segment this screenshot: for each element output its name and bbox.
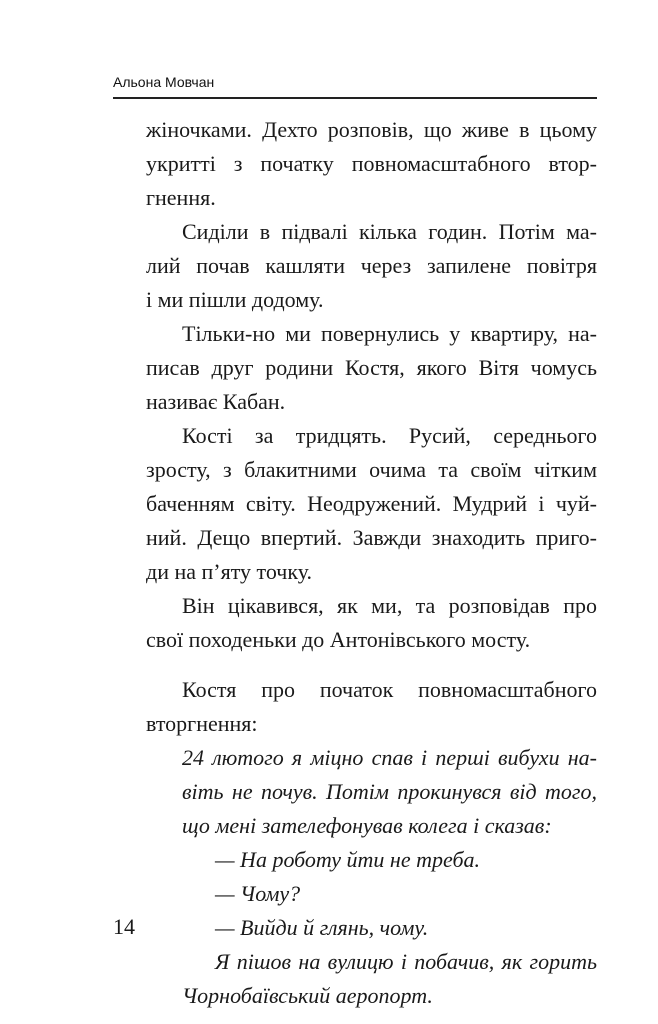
section-intro — [146, 673, 597, 741]
section-gap — [146, 657, 597, 673]
text-line: Тільки-но ми повернулись у квартиру, на- — [182, 321, 597, 346]
paragraph — [146, 419, 597, 589]
paragraph — [146, 215, 597, 317]
text-line: — Вийди й глянь, чому. — [215, 915, 429, 940]
header-rule — [113, 97, 597, 99]
text-line: що мені зателефонував колега і сказав: — [182, 813, 552, 838]
page-body — [146, 113, 597, 1013]
paragraph — [146, 589, 597, 657]
paragraph — [182, 843, 597, 877]
text-line: Чорнобаївський аеропорт. — [182, 983, 433, 1008]
paragraph — [182, 877, 597, 911]
text-line: Кості за тридцять. Русий, середнього — [182, 423, 597, 448]
text-line: і ми пішли додому. — [146, 287, 324, 312]
quote-block — [146, 741, 597, 1013]
text-line: писав друг родини Костя, якого Вітя чомусь — [146, 355, 597, 380]
paragraph — [146, 113, 597, 215]
text-line: Костя про початок повномасштабного — [182, 677, 597, 702]
text-line: називає Кабан. — [146, 389, 286, 414]
paragraph — [182, 741, 597, 843]
text-line: Сиділи в підвалі кілька годин. Потім ма- — [182, 219, 597, 244]
text-line: вторгнення: — [146, 711, 258, 736]
text-line: віть не почув. Потім прокинувся від того, — [182, 779, 597, 804]
paragraph — [182, 911, 597, 945]
text-line: — Чому? — [215, 881, 301, 906]
paragraph — [146, 673, 597, 741]
text-line: ний. Дещо впертий. Завжди знаходить приго- — [146, 525, 597, 550]
main-text — [146, 113, 597, 657]
running-header-author: Альона Мовчан — [113, 74, 215, 90]
paragraph — [146, 317, 597, 419]
text-line: — На роботу йти не треба. — [215, 847, 481, 872]
text-line: 24 лютого я міцно спав і перші вибухи на- — [182, 745, 597, 770]
text-line: гнення. — [146, 185, 216, 210]
text-line: свої походеньки до Антонівського мосту. — [146, 627, 531, 652]
paragraph — [182, 945, 597, 1013]
text-line: Я пішов на вулицю і побачив, як горить — [215, 949, 597, 974]
text-line: укритті з початку повномасштабного втор- — [146, 151, 597, 176]
text-line: баченням світу. Неодружений. Мудрий і чуй- — [146, 491, 597, 516]
text-line: зросту, з блакитними очима та своїм чітким — [146, 457, 597, 482]
text-line: жіночками. Дехто розповів, що живе в цьому — [146, 117, 597, 142]
text-line: ди на п’яту точку. — [146, 559, 313, 584]
text-line: Він цікавився, як ми, та розповідав про — [182, 593, 597, 618]
text-line: лий почав кашляти через запилене повітря — [146, 253, 597, 278]
page-number: 14 — [113, 914, 135, 939]
